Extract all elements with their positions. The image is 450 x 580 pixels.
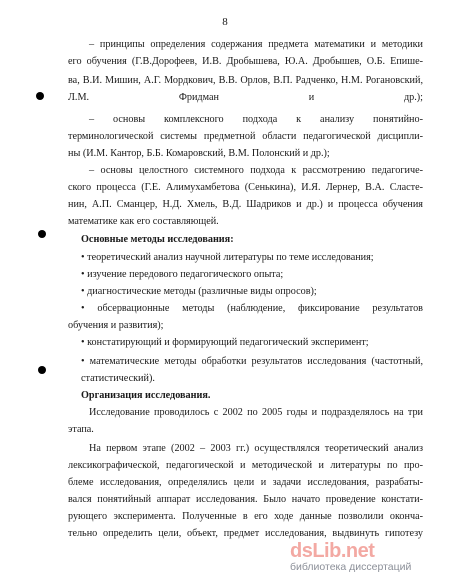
organization-heading: Организация исследования. (81, 390, 211, 401)
method-item: • изучение передового педагогического опыта; (81, 269, 284, 280)
dslib-watermark (290, 538, 440, 576)
watermark-logo: dsLib.net (290, 540, 375, 562)
text-line: математике как его составляющей. (68, 216, 219, 227)
method-item: • обсервационные методы (наблюдение, фиксирование результатов (81, 303, 423, 314)
text-line: рующего эксперимента. Полученные в его ходе данные позволили оконча- (68, 511, 423, 522)
margin-bullet-mark (38, 366, 46, 374)
text-line: нин, А.П. Сманцер, Н.Д. Хмель, В.Д. Шадриков и др.) и процесса обучения (68, 199, 423, 210)
text-line: ского процесса (Г.Е. Алимухамбетова (Сенькина), И.Я. Лернер, В.А. Сласте- (68, 182, 423, 193)
text-line: его обучения (Г.В.Дорофеев, И.В. Дробышева, Ю.А. Дробышев, О.Б. Епише- (68, 56, 423, 67)
text-line: На первом этапе (2002 – 2003 гг.) осуществлялся теоретический анализ (89, 443, 423, 454)
page-number: 8 (222, 16, 228, 28)
margin-bullet-mark (38, 230, 46, 238)
text-line: ны (И.М. Кантор, Б.Б. Комаровский, В.М. Полонский и др.); (68, 148, 330, 159)
text-line: – основы комплексного подхода к анализу понятийно- (89, 114, 423, 125)
text-line: Исследование проводилось с 2002 по 2005 годы и подразделялось на три (89, 407, 423, 418)
text-line: ва, В.И. Мишин, А.Г. Мордкович, В.В. Орлов, В.П. Радченко, Н.М. Рогановский, Л.М. Фридман и др.); (68, 75, 423, 103)
method-item: • констатирующий и формирующий педагогический эксперимент; (81, 337, 369, 348)
method-item-continued: обучения и развития); (68, 320, 164, 331)
text-line: блеме исследования, определялись цели и задачи исследования, разрабаты- (68, 477, 423, 488)
methods-heading: Основные методы исследования: (81, 234, 234, 245)
text-line: – принципы определения содержания предмета математики и методики (89, 39, 423, 50)
text-line: терминологической системы предметной области педагогической дисципли- (68, 131, 423, 142)
text-line: тельно определить цели, объект, предмет исследования, выдвинуть гипотезу (68, 528, 423, 539)
margin-bullet-mark (36, 92, 44, 100)
method-item: • теоретический анализ научной литературы по теме исследования; (81, 252, 374, 263)
method-item: • математические методы обработки результатов исследования (частотный, статистический). (81, 356, 423, 384)
text-line: – основы целостного системного подхода к рассмотрению педагогиче- (89, 165, 423, 176)
text-line: этапа. (68, 424, 94, 435)
method-item: • диагностические методы (различные виды опросов); (81, 286, 317, 297)
text-line: вался понятийный аппарат исследования. Было начато проведение констати- (68, 494, 423, 505)
text-line: лексикографической, педагогической и методической и литературы по про- (68, 460, 423, 471)
watermark-subtitle: библиотека диссертаций (290, 561, 412, 573)
